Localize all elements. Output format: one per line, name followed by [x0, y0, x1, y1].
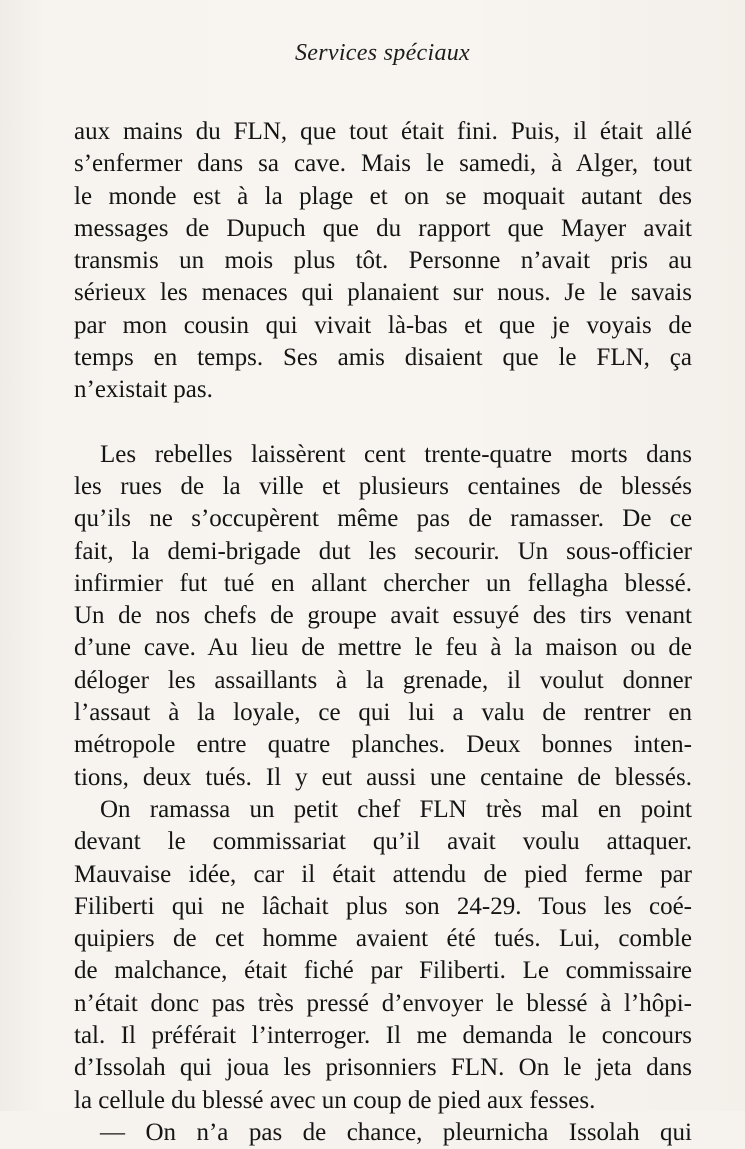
text-line: Les rebelles laissèrent cent trente-quatre morts dans: [100, 440, 692, 468]
text-line: On ramassa un petit chef FLN très mal en point: [100, 795, 692, 823]
text-line: sérieux les menaces qui planaient sur nous. Je le savais: [74, 279, 692, 307]
text-line: qu’ils ne s’occupèrent même pas de ramasser. De ce: [74, 505, 692, 533]
text-line: transmis un mois plus tôt. Personne n’avait pris au: [74, 247, 692, 275]
text-line: temps en temps. Ses amis disaient que le FLN, ça: [74, 344, 692, 372]
text-line: par mon cousin qui vivait là-bas et que je voyais de: [74, 311, 692, 339]
paragraph-1: [74, 116, 692, 407]
text-line: métropole entre quatre planches. Deux bonnes inten-: [74, 731, 692, 759]
text-line: la cellule du blessé avec un coup de pied aux fesses.: [74, 1086, 596, 1114]
text-line: les rues de la ville et plusieurs centaines de blessés: [74, 472, 692, 500]
text-line: infirmier fut tué en allant chercher un fellagha blessé.: [74, 569, 692, 597]
paragraph-2: [74, 439, 692, 794]
text-line: Mauvaise idée, car il était attendu de pied ferme par: [74, 860, 692, 888]
text-line: l’assaut à la loyale, ce qui lui a valu de rentrer en: [74, 699, 692, 727]
text-line: Filiberti qui ne lâchait plus son 24-29. Tous les coé-: [74, 892, 692, 920]
text-line: s’enfermer dans sa cave. Mais le samedi, à Alger, tout: [74, 150, 692, 178]
text-line: messages de Dupuch que du rapport que Mayer avait: [74, 214, 692, 242]
running-title: Services spéciaux: [294, 40, 471, 66]
text-line: d’Issolah qui joua les prisonniers FLN. On le jeta dans: [74, 1054, 692, 1082]
paragraph-break: [74, 407, 692, 439]
text-line: tions, deux tués. Il y eut aussi une centaine de blessés.: [74, 763, 692, 791]
text-line: n’était donc pas très pressé d’envoyer le blessé à l’hôpi-: [74, 989, 692, 1017]
text-line: tal. Il préférait l’interroger. Il me demanda le concours: [74, 1022, 692, 1050]
paragraph-4: [74, 1117, 692, 1149]
text-line: devant le commissariat qu’il avait voulu attaquer.: [74, 828, 692, 856]
text-line: d’une cave. Au lieu de mettre le feu à la maison ou de: [74, 634, 692, 662]
body-text: [74, 116, 692, 1149]
text-line: n’existait pas.: [74, 376, 213, 404]
paragraph-3: [74, 794, 692, 1117]
text-line: le monde est à la plage et on se moquait autant des: [74, 182, 692, 210]
text-line: déloger les assaillants à la grenade, il voulut donner: [74, 666, 692, 694]
text-line: aux mains du FLN, que tout était fini. Puis, il était allé: [74, 118, 692, 145]
text-line: — On n’a pas de chance, pleurnicha Issolah qui: [100, 1118, 692, 1146]
text-line: fait, la demi-brigade dut les secourir. Un sous-officier: [74, 537, 692, 565]
text-line: de malchance, était fiché par Filiberti. Le commissaire: [74, 957, 692, 985]
text-line: quipiers de cet homme avaient été tués. Lui, comble: [74, 925, 692, 953]
text-line: Un de nos chefs de groupe avait essuyé des tirs venant: [74, 602, 692, 630]
